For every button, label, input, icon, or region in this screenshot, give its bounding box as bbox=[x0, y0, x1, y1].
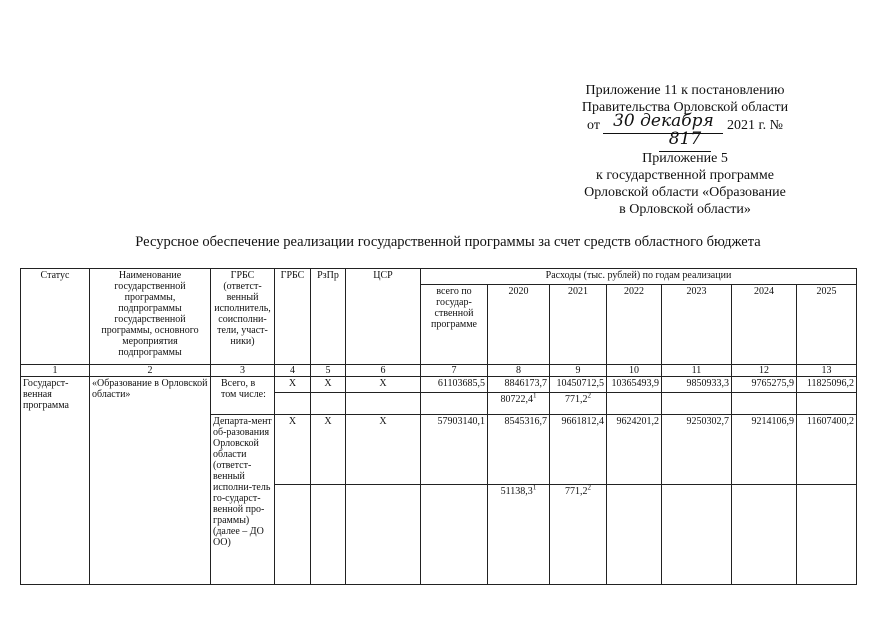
dept-2023: 9250302,7 bbox=[662, 415, 732, 485]
header-name: Наименование государственной программы, подпрограммы государственной программы, основного мероприятия подпрограммы bbox=[90, 269, 211, 365]
appendix-5-line3: Орловской области «Образование bbox=[584, 185, 786, 200]
total-2021: 10450712,5 bbox=[550, 377, 607, 393]
dept-label-cell: Департа-мент об-разования Орловской области (ответст-венный исполни-тель го-сударст-венной про-граммы) (далее – ДО ОО) bbox=[211, 415, 275, 585]
col-number: 8 bbox=[488, 365, 550, 377]
total-grbs: Х bbox=[275, 377, 311, 393]
total-2023: 9850933,3 bbox=[662, 377, 732, 393]
header-grbs: ГРБС bbox=[275, 269, 311, 365]
appendix-5-header bbox=[560, 150, 810, 218]
col-number: 9 bbox=[550, 365, 607, 377]
total-sum: 61103685,5 bbox=[421, 377, 488, 393]
header-2021: 2021 bbox=[550, 285, 607, 365]
table-row bbox=[21, 377, 857, 393]
program-name-cell: «Образование в Орловской области» bbox=[90, 377, 211, 585]
dept-sum: 57903140,1 bbox=[421, 415, 488, 485]
total-2020: 8846173,7 bbox=[488, 377, 550, 393]
dept-csr: Х bbox=[346, 415, 421, 485]
header-total: всего по государ-ственной программе bbox=[421, 285, 488, 365]
appendix-11-date-line bbox=[560, 111, 810, 152]
dept-2022: 9624201,2 bbox=[607, 415, 662, 485]
date-prefix: от bbox=[587, 118, 600, 133]
dept-2024: 9214106,9 bbox=[732, 415, 797, 485]
col-number: 12 bbox=[732, 365, 797, 377]
col-number: 2 bbox=[90, 365, 211, 377]
total-2024: 9765275,9 bbox=[732, 377, 797, 393]
col-number: 7 bbox=[421, 365, 488, 377]
dept-2020: 8545316,7 bbox=[488, 415, 550, 485]
column-number-row bbox=[21, 365, 857, 377]
col-number: 13 bbox=[797, 365, 857, 377]
col-number: 1 bbox=[21, 365, 90, 377]
total-rzpr: Х bbox=[311, 377, 346, 393]
header-2020: 2020 bbox=[488, 285, 550, 365]
handwritten-date: 30 декабря bbox=[603, 116, 723, 134]
appendix-5-line1: Приложение 5 bbox=[642, 151, 728, 166]
total-sub-2021: 771,2$^2$ bbox=[550, 393, 607, 415]
dept-sub-2020: 51138,3$^1$ bbox=[488, 485, 550, 585]
header-2023: 2023 bbox=[662, 285, 732, 365]
appendix-11-line2: Правительства Орловской области bbox=[581, 100, 789, 115]
document-title: Ресурсное обеспечение реализации государственной программы за счет средств областного бюджета bbox=[135, 234, 761, 250]
handwritten-number: 817 bbox=[659, 134, 711, 152]
header-status: Статус bbox=[21, 269, 90, 365]
col-number: 6 bbox=[346, 365, 421, 377]
status-cell: Государст-венная программа bbox=[21, 377, 90, 585]
total-2022: 10365493,9 bbox=[607, 377, 662, 393]
col-number: 10 bbox=[607, 365, 662, 377]
dept-grbs: Х bbox=[275, 415, 311, 485]
col-number: 3 bbox=[211, 365, 275, 377]
total-label-cell: Всего, в том числе: bbox=[211, 377, 275, 415]
total-sub-2020: 80722,4$^1$ bbox=[488, 393, 550, 415]
date-suffix: 2021 г. № bbox=[726, 118, 783, 133]
header-grbs-desc: ГРБС (ответст-венный исполнитель, соисполни-тели, участ-ники) bbox=[211, 269, 275, 365]
appendix-5-line2: к государственной программе bbox=[596, 168, 774, 183]
header-expenses: Расходы (тыс. рублей) по годам реализации bbox=[421, 269, 857, 285]
total-2025: 11825096,2 bbox=[797, 377, 857, 393]
total-csr: Х bbox=[346, 377, 421, 393]
col-number: 11 bbox=[662, 365, 732, 377]
col-number: 4 bbox=[275, 365, 311, 377]
col-number: 5 bbox=[311, 365, 346, 377]
header-rzpr: РзПр bbox=[311, 269, 346, 365]
header-2025: 2025 bbox=[797, 285, 857, 365]
appendix-11-line1: Приложение 11 к постановлению bbox=[585, 83, 785, 98]
dept-sub-2021: 771,2$^2$ bbox=[550, 485, 607, 585]
header-2022: 2022 bbox=[607, 285, 662, 365]
appendix-5-line4: в Орловской области» bbox=[619, 202, 751, 217]
dept-rzpr: Х bbox=[311, 415, 346, 485]
resource-table bbox=[20, 268, 857, 585]
header-csr: ЦСР bbox=[346, 269, 421, 365]
appendix-11-header bbox=[560, 82, 810, 152]
header-2024: 2024 bbox=[732, 285, 797, 365]
dept-2021: 9661812,4 bbox=[550, 415, 607, 485]
dept-2025: 11607400,2 bbox=[797, 415, 857, 485]
